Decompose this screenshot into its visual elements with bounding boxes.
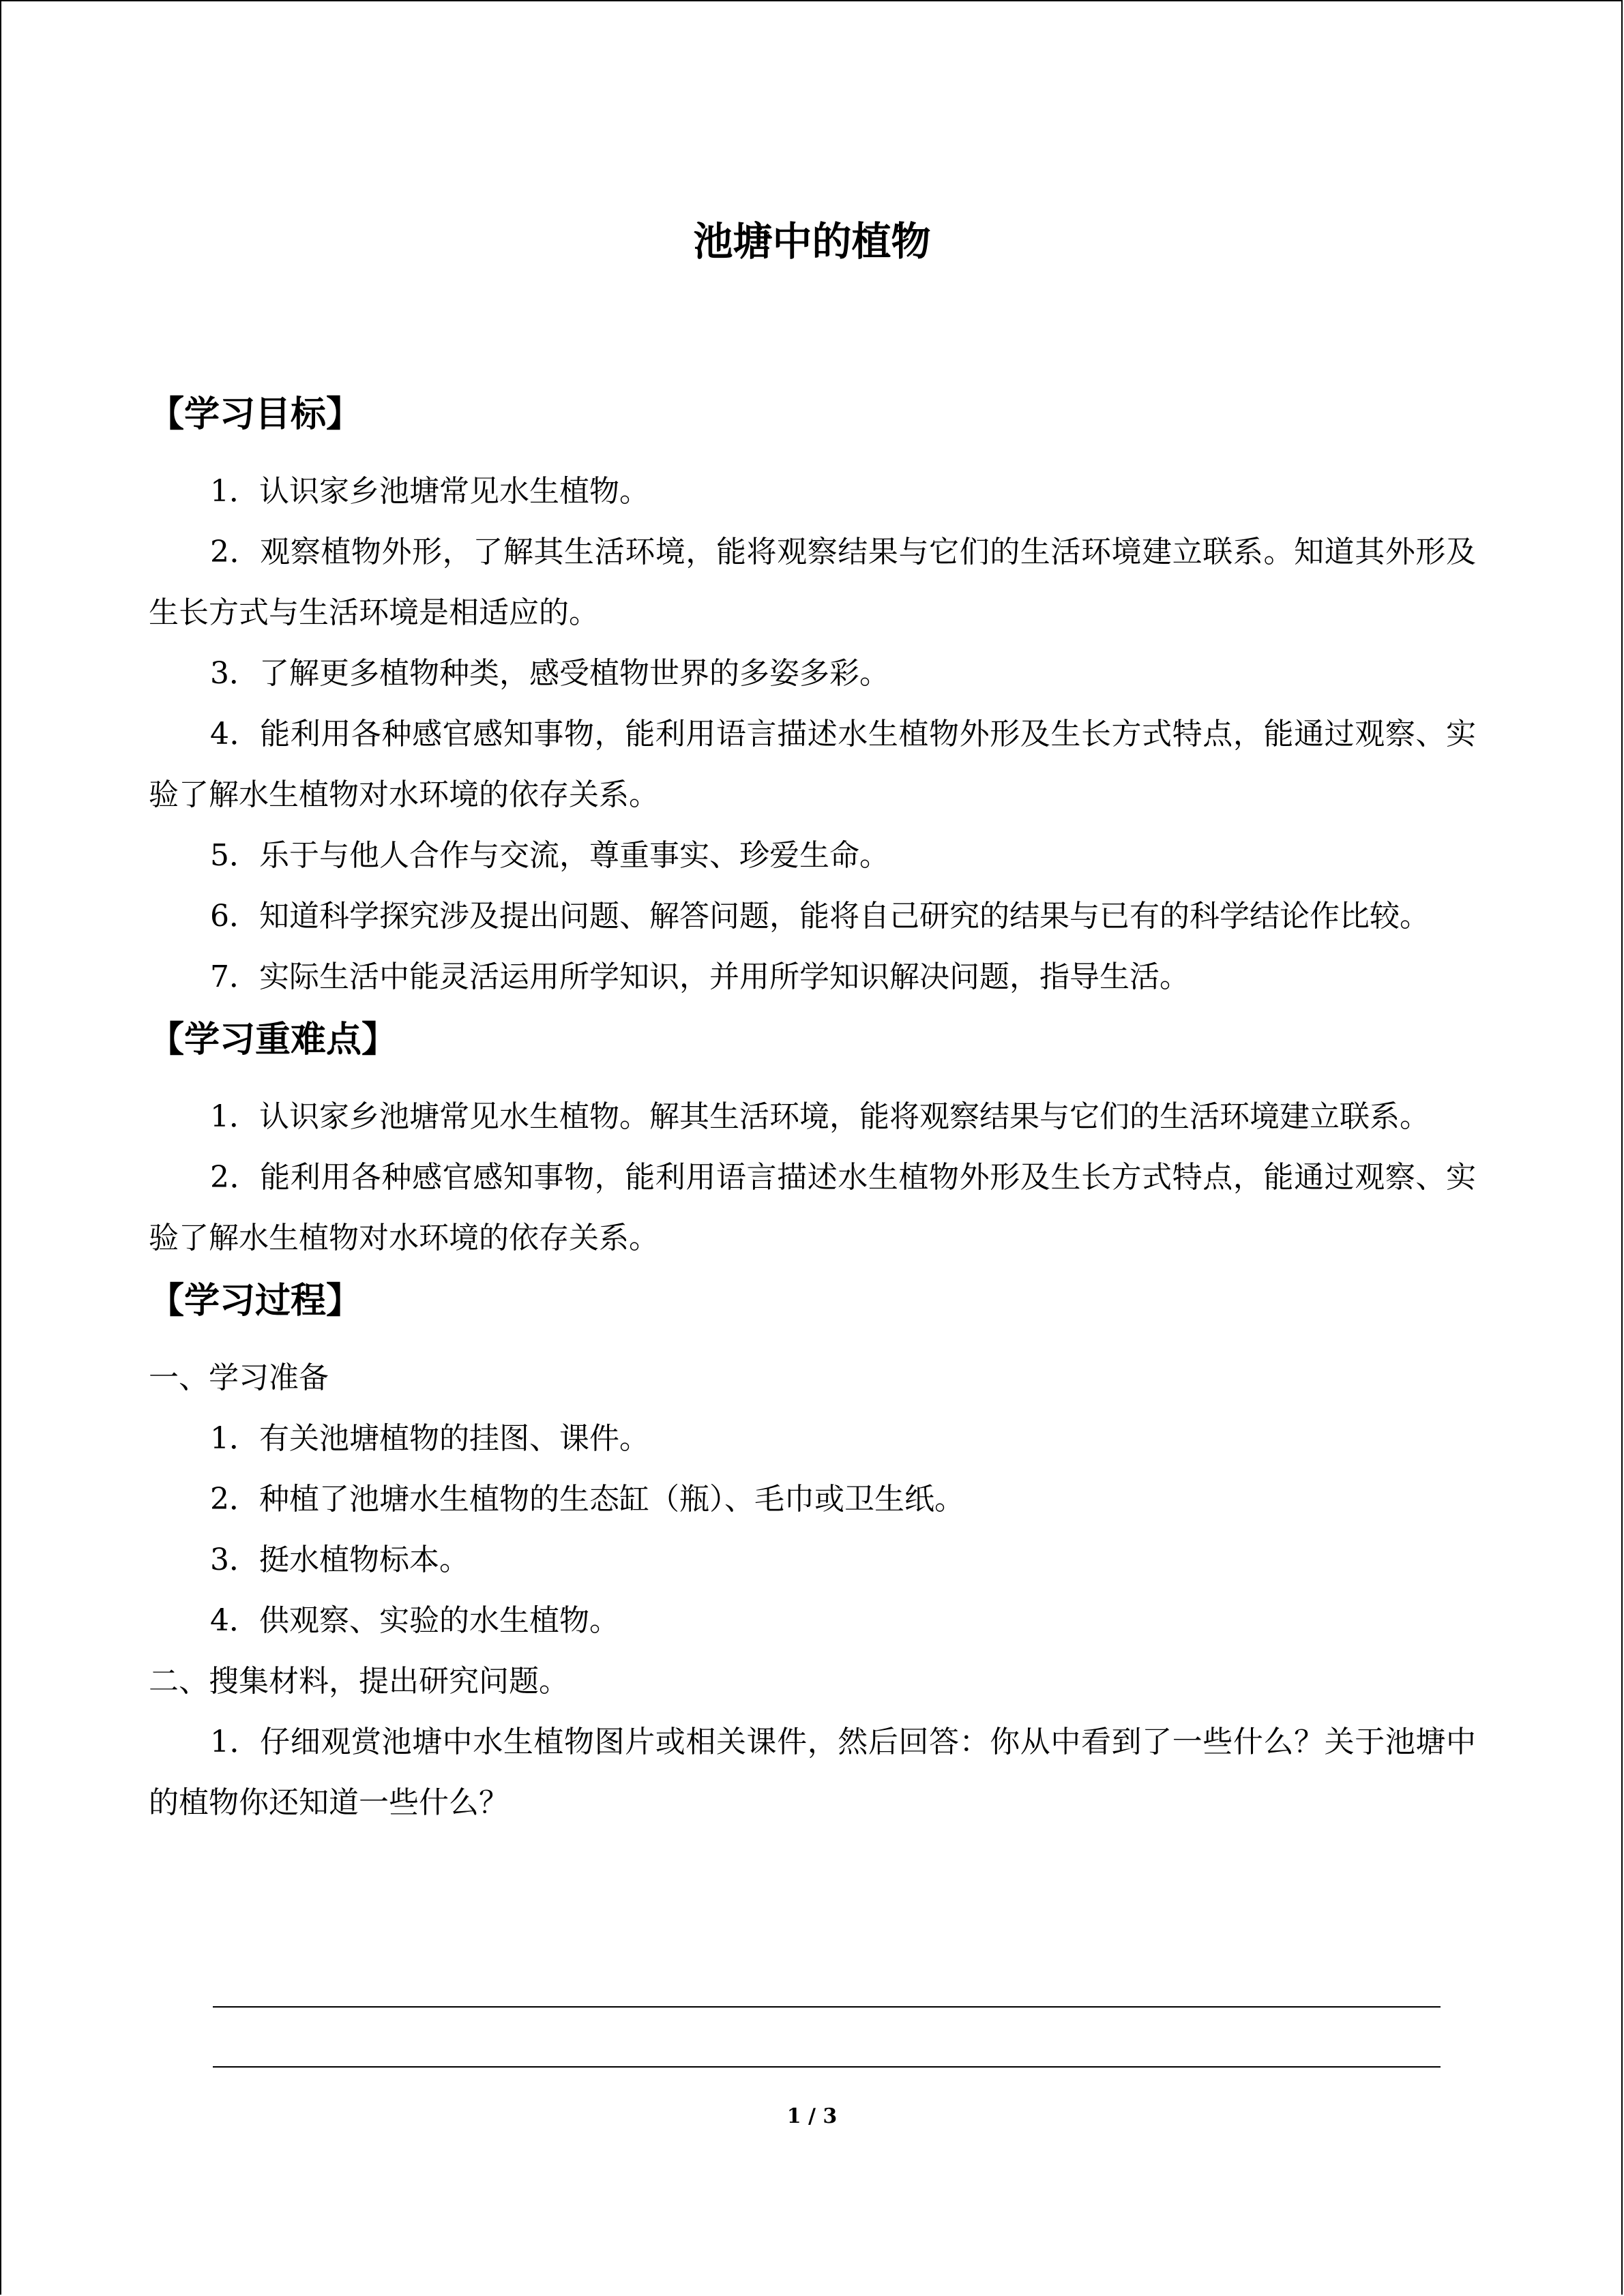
question-item: 1．仔细观赏池塘中水生植物图片或相关课件，然后回答：你从中看到了一些什么？关于池塘中的植物你还知道一些什么？ [149,1725,1476,1820]
key-point-item: 2．能利用各种感官感知事物，能利用语言描述水生植物外形及生长方式特点，能通过观察、实验了解水生植物对水环境的依存关系。 [149,1160,1476,1255]
document-title: 池塘中的植物 [693,218,931,265]
page-number: 1 / 3 [786,2104,838,2128]
objective-item: 1．认识家乡池塘常见水生植物。 [210,474,649,509]
preparation-item: 3．挺水植物标本。 [210,1542,469,1577]
answer-line[interactable] [213,2006,1441,2008]
process-heading: 【学习过程】 [149,1281,362,1322]
preparation-item: 2．种植了池塘水生植物的生态缸（瓶）、毛巾或卫生纸。 [210,1482,964,1517]
answer-line[interactable] [213,2066,1441,2068]
objectives-heading: 【学习目标】 [149,394,362,435]
objective-item: 2．观察植物外形，了解其生活环境，能将观察结果与它们的生活环境建立联系。知道其外形及生长方式与生活环境是相适应的。 [149,535,1476,630]
process-part2-title: 二、搜集材料，提出研究问题。 [149,1664,569,1699]
objective-item: 4．能利用各种感官感知事物，能利用语言描述水生植物外形及生长方式特点，能通过观察、实验了解水生植物对水环境的依存关系。 [149,717,1476,812]
preparation-item: 1．有关池塘植物的挂图、课件。 [210,1421,649,1456]
objective-item: 6．知道科学探究涉及提出问题、解答问题，能将自己研究的结果与已有的科学结论作比较。 [210,899,1430,934]
objective-item: 5．乐于与他人合作与交流，尊重事实、珍爱生命。 [210,838,889,873]
key-points-heading: 【学习重难点】 [149,1019,398,1060]
preparation-item: 4．供观察、实验的水生植物。 [210,1603,619,1638]
objective-item: 3．了解更多植物种类，感受植物世界的多姿多彩。 [210,656,889,691]
process-part1-title: 一、学习准备 [149,1360,329,1395]
key-point-item: 1．认识家乡池塘常见水生植物。解其生活环境，能将观察结果与它们的生活环境建立联系。 [210,1099,1430,1134]
document-body [149,382,1476,1833]
objective-item: 7．实际生活中能灵活运用所学知识，并用所学知识解决问题，指导生活。 [210,959,1190,994]
